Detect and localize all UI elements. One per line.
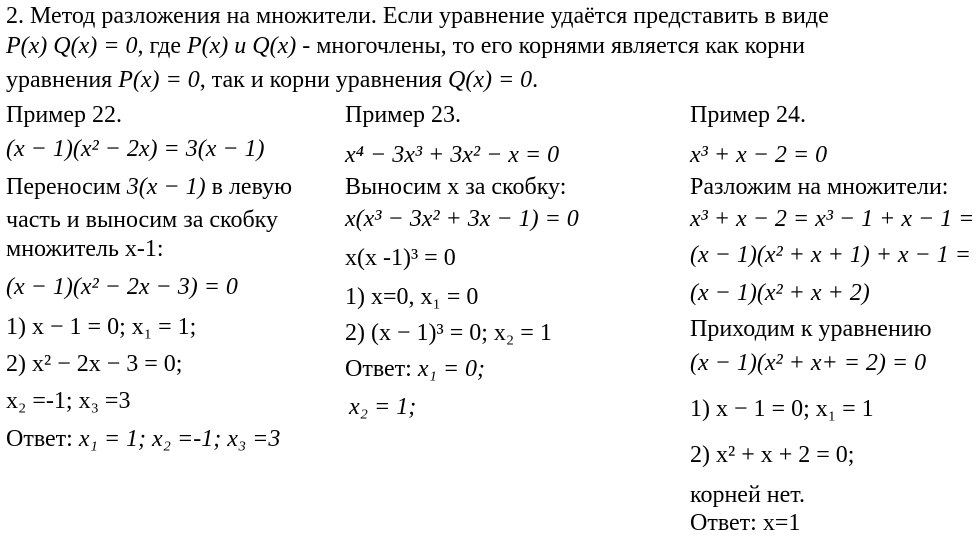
answer-value-1: x₁ = 0;: [417, 356, 486, 382]
example-24-step-2: 2) x² + x + 2 = 0;: [690, 442, 855, 468]
example-22-text-3: множитель x-1:: [6, 236, 164, 262]
example-22-step-3: x₂ =-1; x₃ =3: [6, 388, 131, 414]
formula-q-zero: Q(x) = 0: [448, 67, 533, 93]
intro-line-3: [6, 65, 538, 95]
example-22-equation: (x − 1)(x² − 2x) = 3(x − 1): [6, 136, 265, 162]
example-23-equation-2: x(x³ − 3x² + 3x − 1) = 0: [345, 206, 579, 232]
example-22-text-2: часть и выносим за скобку: [6, 207, 278, 233]
example-22-equation-2: (x − 1)(x² − 2x − 3) = 0: [6, 274, 238, 300]
example-23-text-1: Выносим х за скобку:: [345, 174, 567, 200]
example-24-factor-2: (x − 1)(x² + x + 1) + x − 1 =: [690, 242, 971, 268]
intro-text-period: .: [532, 67, 539, 93]
formula-q: Q(x): [252, 33, 297, 59]
example-24-equation: x³ + x − 2 = 0: [690, 142, 828, 168]
example-24-factor-1: x³ + x − 2 = x³ − 1 + x − 1 =: [690, 206, 975, 232]
example-24-factor-3: (x − 1)(x² + x + 2): [690, 280, 870, 306]
formula-3x-1: 3(x − 1): [126, 174, 206, 200]
example-23-equation: x⁴ − 3x³ + 3x² − x = 0: [345, 142, 560, 168]
formula-pq: P(x) Q(x) = 0: [6, 33, 138, 59]
answer-label: Ответ:: [6, 426, 73, 452]
example-22-step-1: 1) x − 1 = 0; x₁ = 1;: [6, 314, 197, 340]
answer-label: Ответ:: [345, 356, 412, 382]
text-transfer: Переносим: [6, 174, 121, 200]
example-24-step-1: 1) x − 1 = 0; x₁ = 1: [690, 396, 874, 422]
example-23-answer-2: x₂ = 1;: [349, 394, 417, 420]
intro-text-and-roots: , так и корни уравнения: [199, 67, 442, 93]
example-24-text-2: Приходим к уравнению: [690, 316, 932, 342]
example-23-title: Пример 23.: [345, 102, 462, 128]
example-23-equation-3: x(x -1)³ = 0: [345, 245, 456, 271]
example-24-title: Пример 24.: [690, 102, 807, 128]
example-23-answer: [345, 354, 485, 384]
intro-text-equation: уравнения: [6, 67, 113, 93]
example-24-text-1: Разложим на множители:: [690, 174, 949, 200]
formula-p-zero: P(x) = 0: [118, 67, 200, 93]
intro-text-and: и: [234, 33, 247, 59]
example-24-answer: Ответ: x=1: [690, 510, 801, 536]
example-22-step-2: 2) x² − 2x − 3 = 0;: [6, 351, 183, 377]
intro-line-1: 2. Метод разложения на множители. Если уравнение удаётся представить в виде: [6, 3, 829, 29]
answer-value: x₁ = 1; x₂ =-1; x₃ =3: [78, 426, 281, 452]
intro-line-2: [6, 31, 805, 61]
example-24-text-3: корней нет.: [690, 482, 805, 508]
example-22-text-1: [6, 172, 292, 202]
intro-text-polynomials: - многочлены, то его корнями является как корни: [302, 33, 805, 59]
text-left: в левую: [211, 174, 293, 200]
example-24-equation-2: (x − 1)(x² + x+ = 2) = 0: [690, 350, 927, 376]
example-22-title: Пример 22.: [6, 102, 123, 128]
example-22-answer: [6, 424, 280, 454]
example-23-step-2: 2) (x − 1)³ = 0; x₂ = 1: [345, 320, 552, 346]
example-23-step-1: 1) x=0, x₁ = 0: [345, 284, 479, 310]
formula-p: P(x): [186, 33, 229, 59]
intro-text-where: , где: [137, 33, 181, 59]
